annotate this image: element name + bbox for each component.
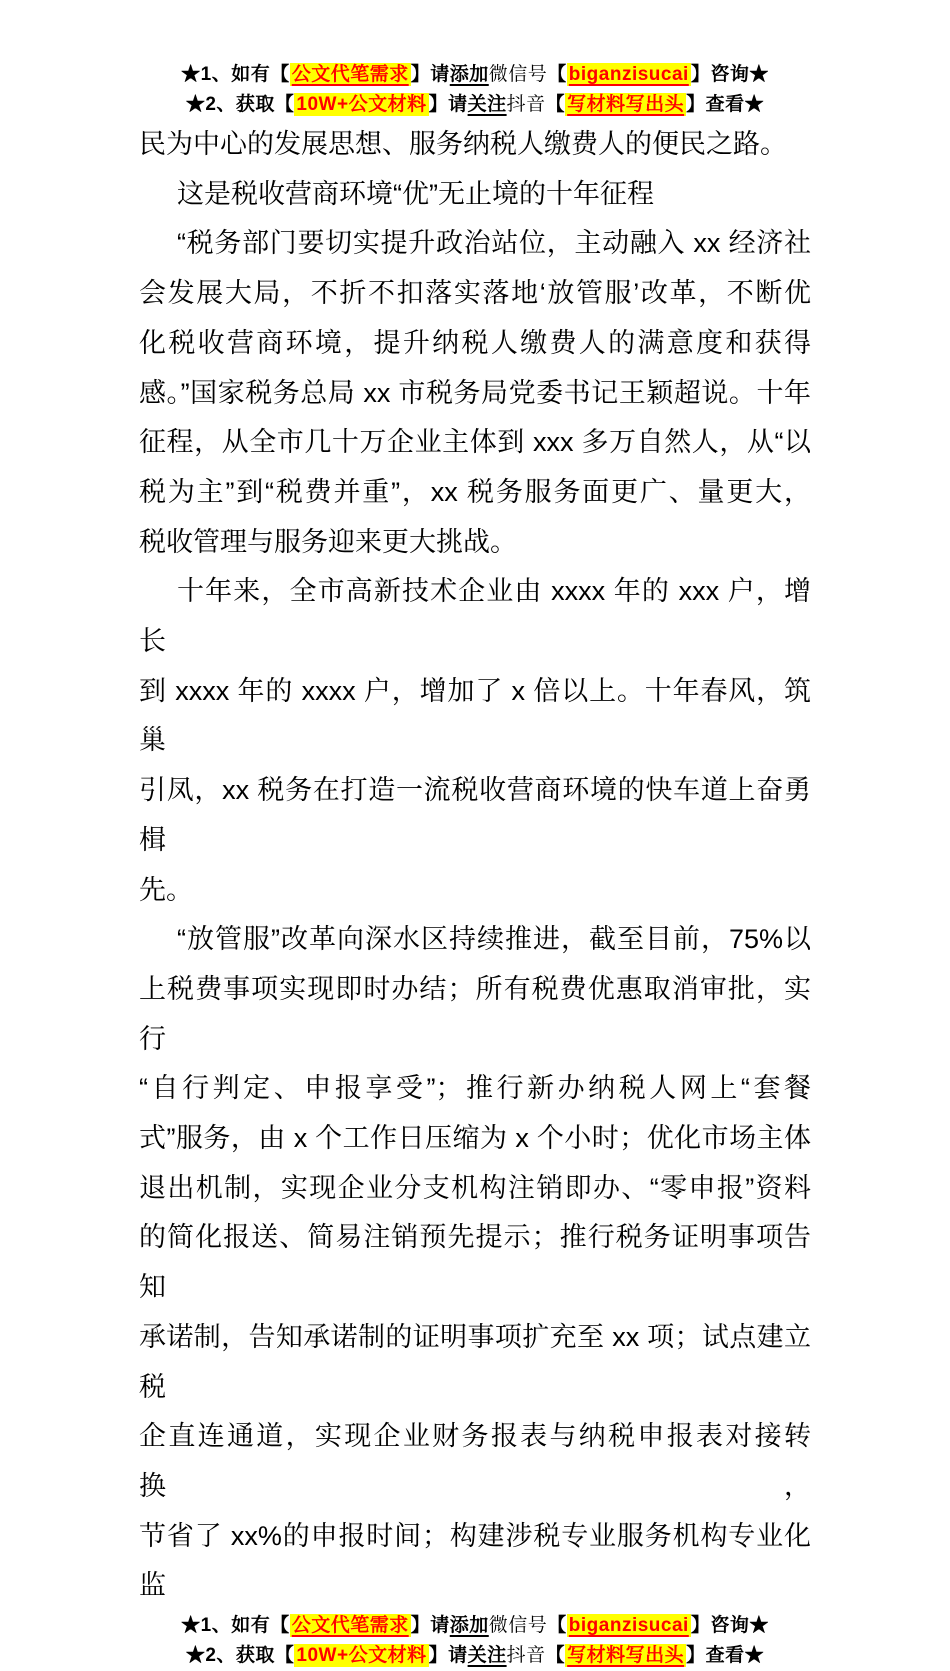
promo-header-line-2	[0, 90, 950, 120]
body-line: 式”服务，由 x 个工作日压缩为 x 个小时；优化市场主体	[139, 1123, 811, 1154]
promo-footer	[0, 1611, 950, 1671]
promo-header-line-1	[0, 60, 950, 90]
body-line: 退出机制，实现企业分支机构注销即办、“零申报”资料	[139, 1172, 811, 1203]
body-line: 民为中心的发展思想、服务纳税人缴费人的便民之路。	[139, 129, 787, 159]
body-line: 承诺制，告知承诺制的证明事项扩充至 xx 项；试点建立税	[139, 1321, 811, 1402]
promo-highlight-douyin-id: 写材料写出头	[567, 1645, 685, 1667]
promo-text: 【	[547, 64, 567, 85]
promo-underline-add: 添加	[449, 1615, 489, 1637]
body-line: 引凤，xx 税务在打造一流税收营商环境的快车道上奋勇楫	[139, 775, 811, 855]
promo-underline-follow: 关注	[467, 1645, 507, 1667]
promo-highlight-materials: 10W+公文材料	[296, 1645, 427, 1667]
promo-text: 微信号	[488, 1615, 548, 1637]
promo-highlight-writing-service: 公文代笔需求	[291, 1615, 409, 1637]
body-line: 税为主”到“税费并重”，xx 税务服务面更广、量更大，	[139, 476, 811, 507]
body-line: 到 xxxx 年的 xxxx 户，增加了 x 倍以上。十年春风，筑巢	[139, 675, 811, 756]
promo-text: 】查看★	[686, 94, 765, 115]
promo-text: 抖音	[506, 1645, 546, 1667]
promo-text: 】请	[410, 64, 450, 85]
promo-highlight-douyin-id: 写材料写出头	[567, 94, 685, 115]
promo-text: 【	[545, 94, 566, 115]
promo-text: 】咨询★	[690, 64, 769, 85]
body-line: 征程，从全市几十万企业主体到 xxx 多万自然人，从“以	[139, 427, 811, 458]
body-line: 上税费事项实现即时办结；所有税费优惠取消审批，实行	[139, 973, 811, 1054]
promo-text: 微信号	[488, 64, 548, 85]
promo-text: ★1、如有【	[181, 64, 290, 85]
body-line: “自行判定、申报享受”；推行新办纳税人网上“套餐	[139, 1073, 811, 1104]
body-line: 十年来，全市高新技术企业由 xxxx 年的 xxx 户，增长	[139, 576, 811, 657]
promo-text: 【	[545, 1645, 566, 1667]
body-line: 企直连通道，实现企业财务报表与纳税申报表对接转换，	[139, 1421, 811, 1501]
promo-text: 】请	[428, 1645, 468, 1667]
body-line: 税收管理与服务迎来更大挑战。	[139, 526, 517, 557]
body-line: 化税收营商环境，提升纳税人缴费人的满意度和获得	[139, 327, 811, 358]
body-line: 先。	[139, 874, 193, 905]
promo-header	[0, 0, 950, 120]
body-line: “放管服”改革向深水区持续推进，截至目前，75%以	[177, 924, 811, 955]
promo-highlight-materials: 10W+公文材料	[296, 94, 427, 115]
promo-highlight-writing-service: 公文代笔需求	[291, 64, 409, 85]
promo-text: 】请	[428, 94, 468, 115]
promo-underline-follow: 关注	[467, 94, 507, 115]
promo-text: 】咨询★	[690, 1615, 769, 1637]
promo-footer-line-2	[0, 1641, 950, 1671]
promo-text: 】查看★	[686, 1645, 765, 1667]
promo-text: ★2、获取【	[185, 1645, 295, 1667]
promo-highlight-wechat-id: biganzisucai	[568, 1615, 689, 1637]
promo-text: 】请	[410, 1615, 450, 1637]
promo-footer-line-1	[0, 1611, 950, 1641]
promo-text: ★2、获取【	[185, 94, 295, 115]
body-line: 会发展大局，不折不扣落实落地‘放管服’改革，不断优	[139, 278, 811, 309]
promo-text: 抖音	[506, 94, 546, 115]
promo-text: 【	[547, 1615, 567, 1637]
promo-text: ★1、如有【	[181, 1615, 290, 1637]
body-line: “税务部门要切实提升政治站位，主动融入 xx 经济社	[177, 228, 811, 259]
body-line: 节省了 xx%的申报时间；构建涉税专业服务机构专业化监	[139, 1520, 811, 1601]
body-line subheading: 这是税收营商环境“优”无止境的十年征程	[177, 178, 654, 209]
document-body	[139, 120, 811, 1611]
promo-underline-add: 添加	[449, 64, 489, 85]
promo-highlight-wechat-id: biganzisucai	[568, 64, 689, 85]
body-line: 的简化报送、简易注销预先提示；推行税务证明事项告知	[139, 1222, 811, 1303]
body-line: 感。”国家税务总局 xx 市税务局党委书记王颖超说。十年	[139, 377, 811, 408]
